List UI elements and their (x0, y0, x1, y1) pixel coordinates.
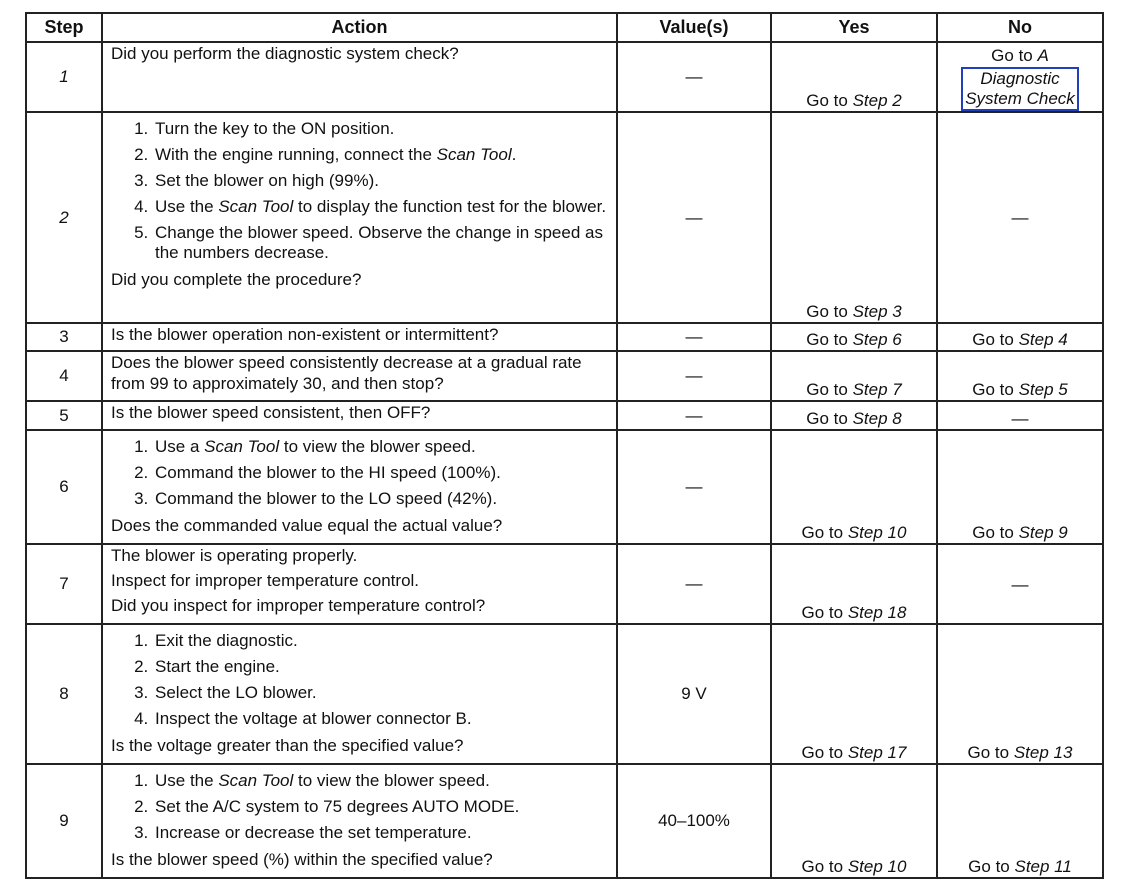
action-question: Is the blower operation non-existent or intermittent? (111, 325, 499, 344)
action-question: Is the blower speed consistent, then OFF? (111, 403, 431, 422)
step-link[interactable]: Step 8 (852, 409, 902, 428)
procedure-step: 2. Set the A/C system to 75 degrees AUTO MODE. (153, 797, 608, 817)
table-row (26, 351, 1103, 401)
step-number: 6 (26, 430, 102, 544)
no-cell: — (937, 544, 1103, 624)
action-question: Is the blower speed (%) within the specified value? (111, 850, 493, 869)
no-cell: Go to A Diagnostic System Check (937, 42, 1103, 112)
yes-cell: Go to Step 10 (771, 764, 937, 878)
yes-cell: Go to Step 8 (771, 401, 937, 430)
step-number: 9 (26, 764, 102, 878)
step-number: 8 (26, 624, 102, 764)
action-question: Did you inspect for improper temperature control? (111, 596, 486, 615)
action-cell (102, 351, 617, 401)
step-link[interactable]: Step 2 (852, 91, 902, 110)
diagnostic-system-check-link[interactable]: Diagnostic System Check (961, 67, 1079, 111)
procedure-list (111, 631, 608, 729)
action-cell (102, 624, 617, 764)
no-cell: Go to Step 13 (937, 624, 1103, 764)
action-cell (102, 401, 617, 430)
no-cell: — (937, 401, 1103, 430)
header-no: No (937, 13, 1103, 42)
value-cell: — (617, 351, 771, 401)
procedure-step: 3. Select the LO blower. (153, 683, 608, 703)
action-cell (102, 112, 617, 323)
no-cell: Go to Step 5 (937, 351, 1103, 401)
value-cell: — (617, 42, 771, 112)
value-cell: — (617, 323, 771, 351)
procedure-step: 2. Start the engine. (153, 657, 608, 677)
header-action: Action (102, 13, 617, 42)
procedure-step: 4. Inspect the voltage at blower connector B. (153, 709, 608, 729)
step-link[interactable]: Step 11 (1014, 857, 1072, 876)
value-cell: — (617, 430, 771, 544)
action-cell (102, 430, 617, 544)
action-question: Is the voltage greater than the specified value? (111, 736, 464, 755)
step-link[interactable]: Step 18 (847, 603, 907, 622)
procedure-step: 1. Turn the key to the ON position. (153, 119, 608, 139)
table-row (26, 323, 1103, 351)
table-row (26, 42, 1103, 112)
value-cell: — (617, 401, 771, 430)
section-ref: A (1037, 46, 1049, 65)
action-question: Did you complete the procedure? (111, 270, 362, 289)
procedure-list (111, 119, 608, 263)
procedure-step: 1. Exit the diagnostic. (153, 631, 608, 651)
step-link[interactable]: Step 10 (847, 523, 907, 542)
step-link[interactable]: Step 5 (1018, 380, 1068, 399)
yes-cell: Go to Step 17 (771, 624, 937, 764)
step-link[interactable]: Step 10 (847, 857, 907, 876)
procedure-step: 5. Change the blower speed. Observe the change in speed as the numbers decrease. (153, 223, 608, 263)
step-link[interactable]: Step 17 (847, 743, 907, 762)
step-link[interactable]: Step 4 (1018, 330, 1068, 349)
value-cell: — (617, 544, 771, 624)
table-row (26, 112, 1103, 323)
table-row (26, 430, 1103, 544)
action-cell (102, 764, 617, 878)
procedure-step: 1. Use a Scan Tool to view the blower speed. (153, 437, 608, 457)
procedure-step: 4. Use the Scan Tool to display the function test for the blower. (153, 197, 608, 217)
table-row (26, 544, 1103, 624)
step-number: 7 (26, 544, 102, 624)
no-cell: Go to Step 9 (937, 430, 1103, 544)
yes-cell: Go to Step 6 (771, 323, 937, 351)
table-row (26, 624, 1103, 764)
step-link[interactable]: Step 6 (852, 330, 902, 349)
action-cell (102, 323, 617, 351)
step-number: 1 (26, 42, 102, 112)
action-line: The blower is operating properly. (111, 546, 358, 565)
step-link[interactable]: Step 13 (1013, 743, 1073, 762)
yes-cell: Go to Step 18 (771, 544, 937, 624)
table-row (26, 764, 1103, 878)
no-cell: — (937, 112, 1103, 323)
procedure-step: 3. Command the blower to the LO speed (42%). (153, 489, 608, 509)
table-row (26, 401, 1103, 430)
procedure-step: 1. Use the Scan Tool to view the blower speed. (153, 771, 608, 791)
yes-cell: Go to Step 3 (771, 112, 937, 323)
action-line: Inspect for improper temperature control. (111, 571, 420, 590)
value-cell: — (617, 112, 771, 323)
action-question: Does the commanded value equal the actual value? (111, 516, 503, 535)
header-values: Value(s) (617, 13, 771, 42)
step-number: 2 (26, 112, 102, 323)
no-cell: Go to Step 11 (937, 764, 1103, 878)
header-step: Step (26, 13, 102, 42)
yes-cell: Go to Step 10 (771, 430, 937, 544)
procedure-step: 3. Increase or decrease the set temperature. (153, 823, 608, 843)
action-question: Did you perform the diagnostic system check? (111, 44, 459, 63)
value-cell: 9 V (617, 624, 771, 764)
procedure-list (111, 771, 608, 843)
step-number: 3 (26, 323, 102, 351)
action-question: Does the blower speed consistently decrease at a gradual rate from 99 to approximately 30, and then stop? (111, 353, 582, 393)
step-link[interactable]: Step 7 (852, 380, 902, 399)
step-link[interactable]: Step 3 (852, 302, 902, 321)
value-cell: 40–100% (617, 764, 771, 878)
no-cell: Go to Step 4 (937, 323, 1103, 351)
action-cell (102, 42, 617, 112)
step-number: 5 (26, 401, 102, 430)
header-row (26, 13, 1103, 42)
yes-cell: Go to Step 2 (771, 42, 937, 112)
diagnostic-table (25, 12, 1104, 879)
action-cell (102, 544, 617, 624)
yes-cell: Go to Step 7 (771, 351, 937, 401)
procedure-step: 3. Set the blower on high (99%). (153, 171, 608, 191)
header-yes: Yes (771, 13, 937, 42)
step-link[interactable]: Step 9 (1018, 523, 1068, 542)
procedure-list (111, 437, 608, 509)
step-number: 4 (26, 351, 102, 401)
procedure-step: 2. With the engine running, connect the Scan Tool. (153, 145, 608, 165)
procedure-step: 2. Command the blower to the HI speed (100%). (153, 463, 608, 483)
